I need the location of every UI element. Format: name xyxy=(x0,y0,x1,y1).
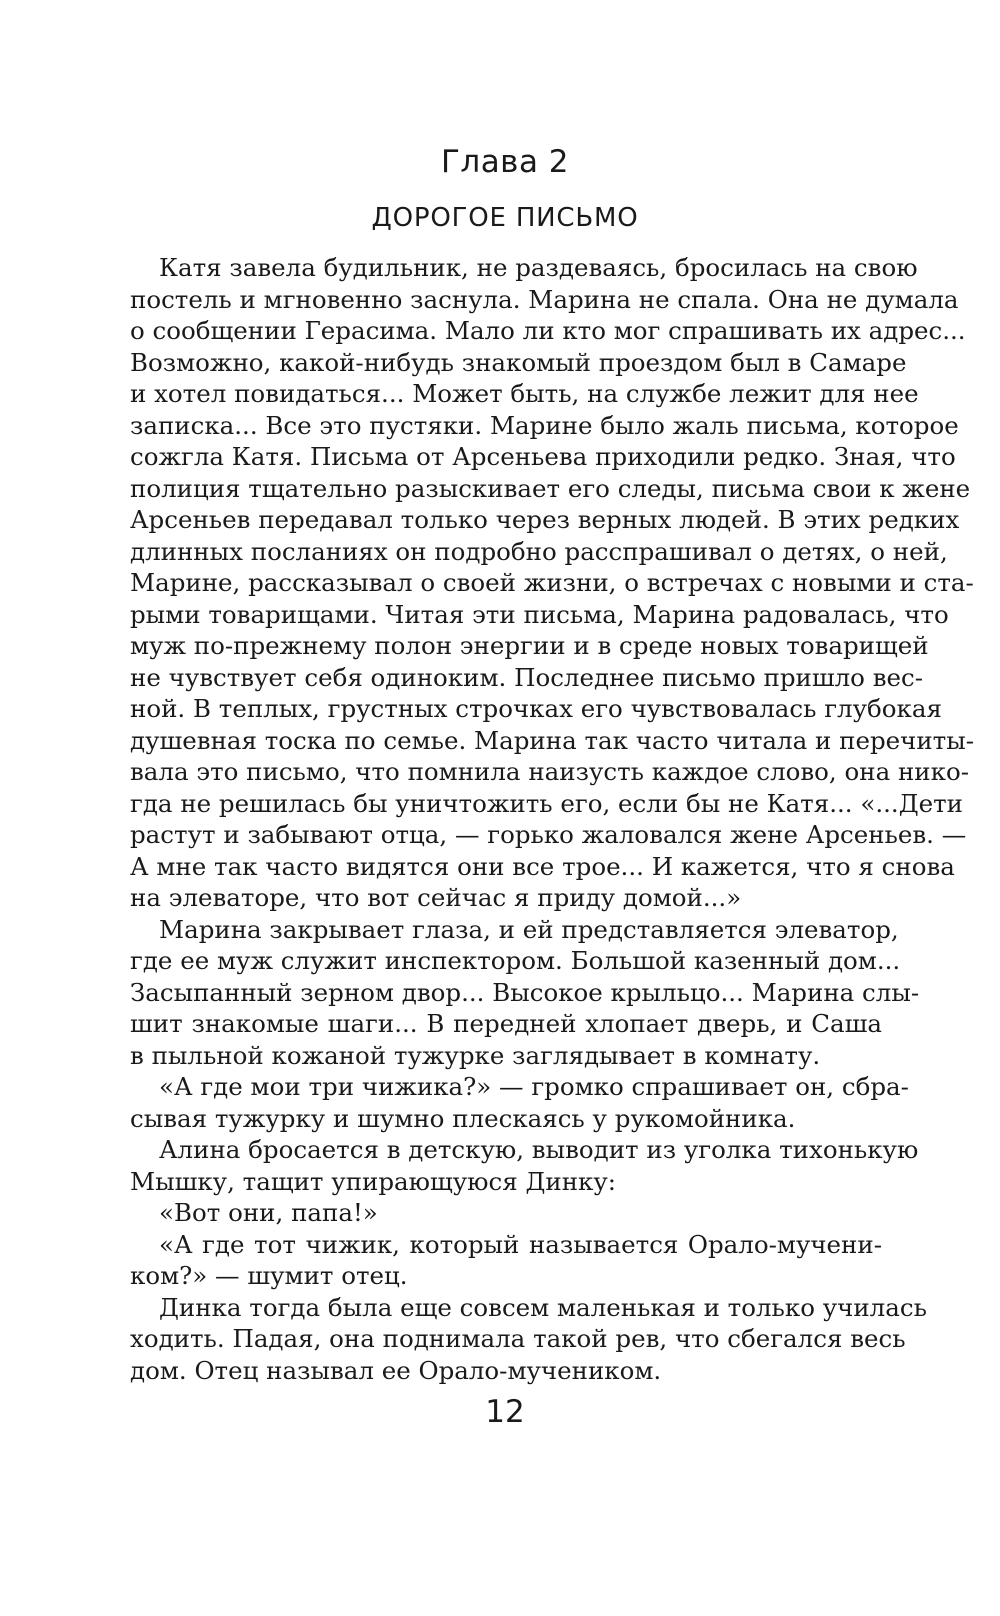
text-line: Засыпанный зерном двор... Высокое крыльцо... Марина слы- xyxy=(130,977,920,1007)
text-line: дом. Отец называл ее Орало-мучеником. xyxy=(130,1355,662,1385)
text-line: сожгла Катя. Письма от Арсеньева приходили редко. Зная, что xyxy=(130,442,956,471)
text-line: Марине, рассказывал о своей жизни, о встречах с новыми и ста- xyxy=(130,568,974,597)
text-line: постель и мгновенно заснула. Марина не спала. Она не думала xyxy=(130,284,959,314)
text-line: на элеваторе, что вот сейчас я приду домой...» xyxy=(130,883,742,912)
text-line: рыми товарищами. Читая эти письма, Марина радовалась, что xyxy=(130,599,949,629)
text-line: шит знакомые шаги... В передней хлопает дверь, и Саша xyxy=(130,1009,882,1038)
text-line: Мышку, тащит упирающуюся Динку: xyxy=(130,1166,617,1196)
text-line: ком?» — шумит отец. xyxy=(130,1261,408,1290)
text-line: ходить. Падая, она поднимала такой рев, что сбегался весь xyxy=(130,1324,906,1353)
text-line: Динка тогда была еще совсем маленькая и только училась xyxy=(159,1292,927,1322)
text-line: Арсеньев передавал только через верных людей. В этих редких xyxy=(130,505,960,534)
text-line: записка... Все это пустяки. Марине было жаль письма, которое xyxy=(130,410,959,440)
text-line: сывая тужурку и шумно плескаясь у рукомойника. xyxy=(130,1103,796,1133)
text-line: гда не решилась бы уничтожить его, если бы не Катя... «...Дети xyxy=(130,788,963,818)
text-line: муж по-прежнему полон энергии и в среде новых товарищей xyxy=(130,631,929,660)
text-line: «А где тот чижик, который называется Орало-мучени- xyxy=(159,1229,882,1259)
text-line: и хотел повидаться... Может быть, на службе лежит для нее xyxy=(130,379,919,408)
text-line: длинных посланиях он подробно расспрашивал о детях, о ней, xyxy=(130,536,948,566)
text-line: вала это письмо, что помнила наизусть каждое слово, она нико- xyxy=(130,757,969,786)
text-line: «А где мои три чижика?» — громко спрашивает он, сбра- xyxy=(159,1072,909,1101)
text-line: А мне так часто видятся они все трое... И кажется, что я снова xyxy=(130,851,955,881)
page-number: 12 xyxy=(485,1394,525,1430)
text-line: Марина закрывает глаза, и ей представляется элеватор, xyxy=(159,914,899,944)
text-line: полиция тщательно разыскивает его следы, письма свои к жене xyxy=(130,473,971,503)
text-line: Возможно, какой-нибудь знакомый проездом был в Самаре xyxy=(130,347,907,377)
text-line: Алина бросается в детскую, выводит из уголка тихонькую xyxy=(159,1135,919,1164)
text-line: в пыльной кожаной тужурке заглядывает в комнату. xyxy=(130,1040,821,1070)
chapter-number: Глава 2 xyxy=(440,144,570,180)
text-line: Катя завела будильник, не раздеваясь, бросилась на свою xyxy=(159,253,918,282)
body-text xyxy=(130,252,974,1386)
text-line: ной. В теплых, грустных строчках его чувствовалась глубокая xyxy=(130,694,942,723)
chapter-title: ДОРОГОЕ ПИСЬМО xyxy=(371,203,639,233)
text-line: растут и забывают отца, — горько жаловался жене Арсеньев. — xyxy=(130,820,967,849)
text-line: душевная тоска по семье. Марина так часто читала и перечиты- xyxy=(130,725,974,755)
text-line: о сообщении Герасима. Мало ли кто мог спрашивать их адрес... xyxy=(130,316,966,345)
text-line: не чувствует себя одиноким. Последнее письмо пришло вес- xyxy=(130,662,924,692)
text-line: «Вот они, папа!» xyxy=(159,1198,378,1227)
text-line: где ее муж служит инспектором. Большой казенный дом... xyxy=(130,946,901,975)
